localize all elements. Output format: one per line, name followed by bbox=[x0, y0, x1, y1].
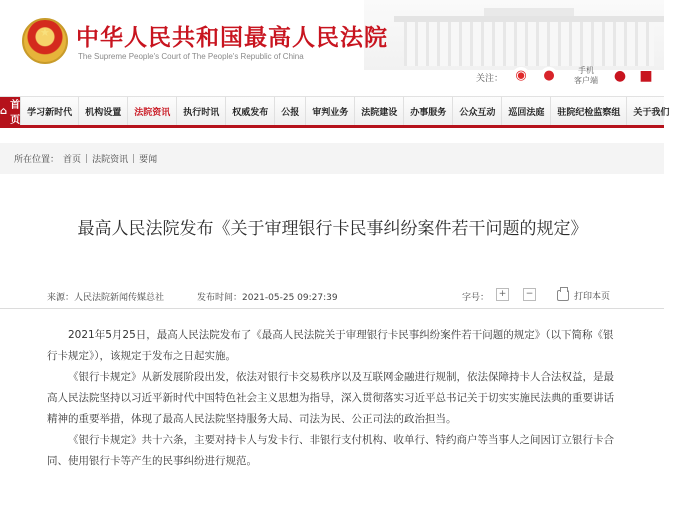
nav-home-label: 首页 bbox=[10, 100, 21, 126]
nav-item-organization[interactable]: 机构设置 bbox=[78, 97, 127, 125]
nav-item-circuit[interactable]: 巡回法庭 bbox=[501, 97, 550, 125]
nav-item-trial[interactable]: 审判业务 bbox=[305, 97, 354, 125]
breadcrumb-headlines[interactable]: 要闻 bbox=[139, 155, 158, 165]
article-body bbox=[47, 325, 622, 472]
apple-icon[interactable]: ● bbox=[613, 68, 627, 84]
font-decrease-button[interactable]: − bbox=[523, 288, 536, 301]
nav-item-study[interactable]: 学习新时代 bbox=[20, 97, 78, 125]
print-label: 打印本页 bbox=[574, 292, 611, 302]
court-building-banner bbox=[364, 0, 664, 70]
printer-icon bbox=[557, 290, 569, 301]
site-header bbox=[0, 0, 664, 96]
home-icon: ⌂ bbox=[0, 105, 8, 117]
breadcrumb-home[interactable]: 首页 bbox=[63, 155, 82, 165]
breadcrumb-prefix: 所在位置： bbox=[14, 155, 60, 165]
article-title: 最高人民法院发布《关于审理银行卡民事纠纷案件若干问题的规定》 bbox=[77, 219, 588, 239]
nav-item-interaction[interactable]: 公众互动 bbox=[452, 97, 501, 125]
weibo-icon[interactable]: ◉ bbox=[512, 67, 530, 85]
mobile-client-link[interactable] bbox=[574, 66, 598, 86]
nav-item-releases[interactable]: 权威发布 bbox=[225, 97, 274, 125]
nav-item-gazette[interactable]: 公报 bbox=[274, 97, 305, 125]
follow-label: 关注： bbox=[476, 74, 504, 84]
breadcrumb-separator: | bbox=[132, 153, 136, 164]
main-nav bbox=[0, 96, 670, 128]
article-paragraph: 《银行卡规定》从新发展阶段出发，依法对银行卡交易秩序以及互联网金融进行规制，依法保障持卡人合法权益，是最高人民法院坚持以习近平新时代中国特色社会主义思想为指导，深入贯彻落实习近平总书记关于切实实施民法典的重要讲话精神的重要举措，体现了最高人民法院坚持服务大局、司法为民、公正司法的政治担当。 bbox=[47, 371, 614, 425]
site-title[interactable]: 中华人民共和国最高人民法院 bbox=[76, 24, 388, 51]
nav-item-services[interactable]: 办事服务 bbox=[403, 97, 452, 125]
breadcrumb-court-news[interactable]: 法院资讯 bbox=[92, 155, 129, 165]
print-button[interactable] bbox=[557, 289, 610, 302]
wechat-icon[interactable]: ● bbox=[540, 67, 558, 85]
breadcrumb bbox=[0, 143, 664, 174]
font-size-label: 字号： bbox=[462, 293, 490, 303]
font-increase-button[interactable]: + bbox=[496, 288, 509, 301]
nav-item-inspection[interactable]: 驻院纪检监察组 bbox=[550, 97, 626, 125]
article-source: 来源：人民法院新闻传媒总社 bbox=[47, 293, 165, 303]
article-meta bbox=[0, 281, 664, 309]
article-paragraph: 2021年5月25日，最高人民法院发布了《最高人民法院关于审理银行卡民事纠纷案件若干问题的规定》（以下简称《银行卡规定》），该规定于发布之日起实施。 bbox=[47, 329, 614, 362]
mobile-label: 手机 bbox=[578, 66, 594, 75]
nav-item-court-news[interactable]: 法院资讯 bbox=[127, 97, 176, 125]
nav-item-enforcement[interactable]: 执行时讯 bbox=[176, 97, 225, 125]
nav-item-construction[interactable]: 法院建设 bbox=[354, 97, 403, 125]
client-label: 客户端 bbox=[574, 76, 598, 85]
android-icon[interactable]: ■ bbox=[639, 68, 653, 84]
national-emblem-icon[interactable] bbox=[22, 18, 68, 64]
nav-item-about[interactable]: 关于我们 bbox=[626, 97, 675, 125]
breadcrumb-separator: | bbox=[85, 153, 89, 164]
article-paragraph: 《银行卡规定》共十六条，主要对持卡人与发卡行、非银行支付机构、收单行、特约商户等当事人之间因订立银行卡合同、使用银行卡等产生的民事纠纷进行规范。 bbox=[47, 434, 614, 467]
article-publish-time: 发布时间：2021-05-25 09:27:39 bbox=[197, 293, 338, 303]
nav-home[interactable] bbox=[0, 97, 20, 125]
site-subtitle: The Supreme People's Court of The People's Republic of China bbox=[78, 52, 304, 61]
